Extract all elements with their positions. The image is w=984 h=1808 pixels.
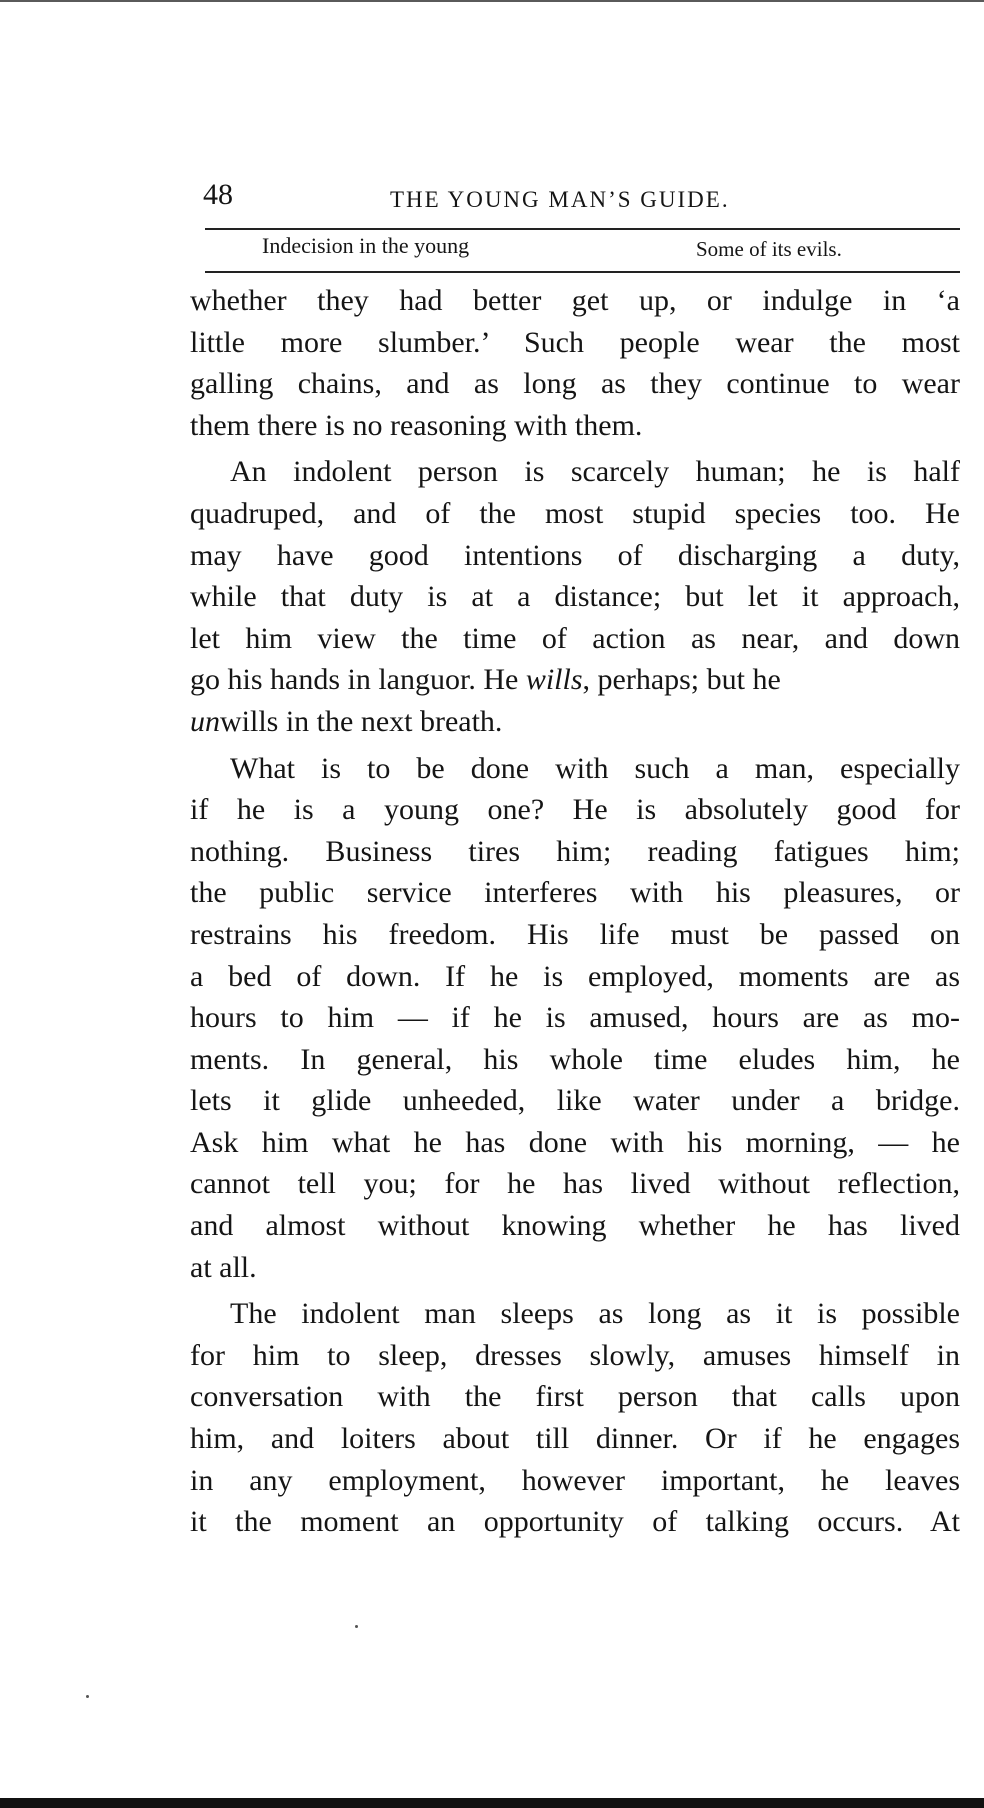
paragraph-1 (190, 280, 960, 446)
paragraph-2 (190, 451, 960, 742)
text-line: nothing. Business tires him; reading fatigues him; (190, 834, 960, 868)
text-line: them there is no reasoning with them. (190, 408, 643, 442)
text-line: restrains his freedom. His life must be passed on (190, 917, 960, 951)
text-line: little more slumber.’ Such people wear the most (190, 325, 960, 359)
subhead-right: Some of its evils. (696, 237, 842, 261)
text-line: the public service interferes with his pleasures, or (190, 876, 960, 910)
header-rule-bottom (205, 271, 960, 273)
top-edge-rule (0, 0, 984, 2)
text-line: Ask him what he has done with his morning, — he (190, 1125, 960, 1159)
text-line: may have good intentions of discharging a duty, (190, 538, 960, 572)
subhead-left: Indecision in the young (262, 233, 470, 258)
text-segment: , perhaps; but he (582, 663, 781, 697)
text-segment: go his hands in languor. He (190, 663, 519, 697)
text-segment: wills in the next breath. (220, 704, 503, 738)
text-line: cannot tell you; for he has lived without reflection, (190, 1167, 960, 1201)
text-line: galling chains, and as long as they continue to wear (190, 367, 960, 401)
page-number: 48 (203, 178, 233, 211)
bottom-edge-band (0, 1798, 984, 1808)
running-title: THE YOUNG MAN’S GUIDE. (390, 187, 730, 212)
text-line: hours to him — if he is amused, hours are as mo- (190, 1001, 960, 1035)
text-line: if he is a young one? He is absolutely good for (190, 793, 960, 827)
paper-speck (355, 1625, 358, 1628)
text-line: while that duty is at a distance; but let it approach, (190, 580, 960, 614)
text-line: An indolent person is scarcely human; he is half (230, 455, 960, 489)
text-line: conversation with the first person that calls upon (190, 1380, 960, 1414)
text-line-with-italic (190, 701, 960, 743)
header-rule-top (205, 228, 960, 230)
text-line: a bed of down. If he is employed, moments are as (190, 959, 960, 993)
text-line: ments. In general, his whole time eludes him, he (190, 1042, 960, 1076)
text-line-with-italic (190, 659, 960, 701)
text-line: quadruped, and of the most stupid species too. He (190, 496, 960, 530)
text-line: What is to be done with such a man, especially (230, 751, 960, 785)
text-line: whether they had better get up, or indulge in ‘a (190, 284, 960, 317)
paper-speck (86, 1695, 89, 1698)
italic-word: wills (525, 663, 583, 697)
text-line: it the moment an opportunity of talking occurs. At (190, 1505, 960, 1539)
paragraph-3 (190, 748, 960, 1289)
text-line: for him to sleep, dresses slowly, amuses himself in (190, 1338, 960, 1372)
text-line: in any employment, however important, he leaves (190, 1463, 960, 1497)
text-line: The indolent man sleeps as long as it is possible (230, 1297, 960, 1331)
paragraph-4 (190, 1293, 960, 1543)
body-text (190, 280, 960, 1548)
text-line: let him view the time of action as near, and down (190, 621, 960, 655)
text-line: at all. (190, 1250, 257, 1284)
text-line: lets it glide unheeded, like water under a bridge. (190, 1084, 960, 1118)
text-line: him, and loiters about till dinner. Or if he engages (190, 1422, 960, 1456)
italic-prefix: un (190, 704, 220, 738)
text-line: and almost without knowing whether he has lived (190, 1209, 960, 1243)
